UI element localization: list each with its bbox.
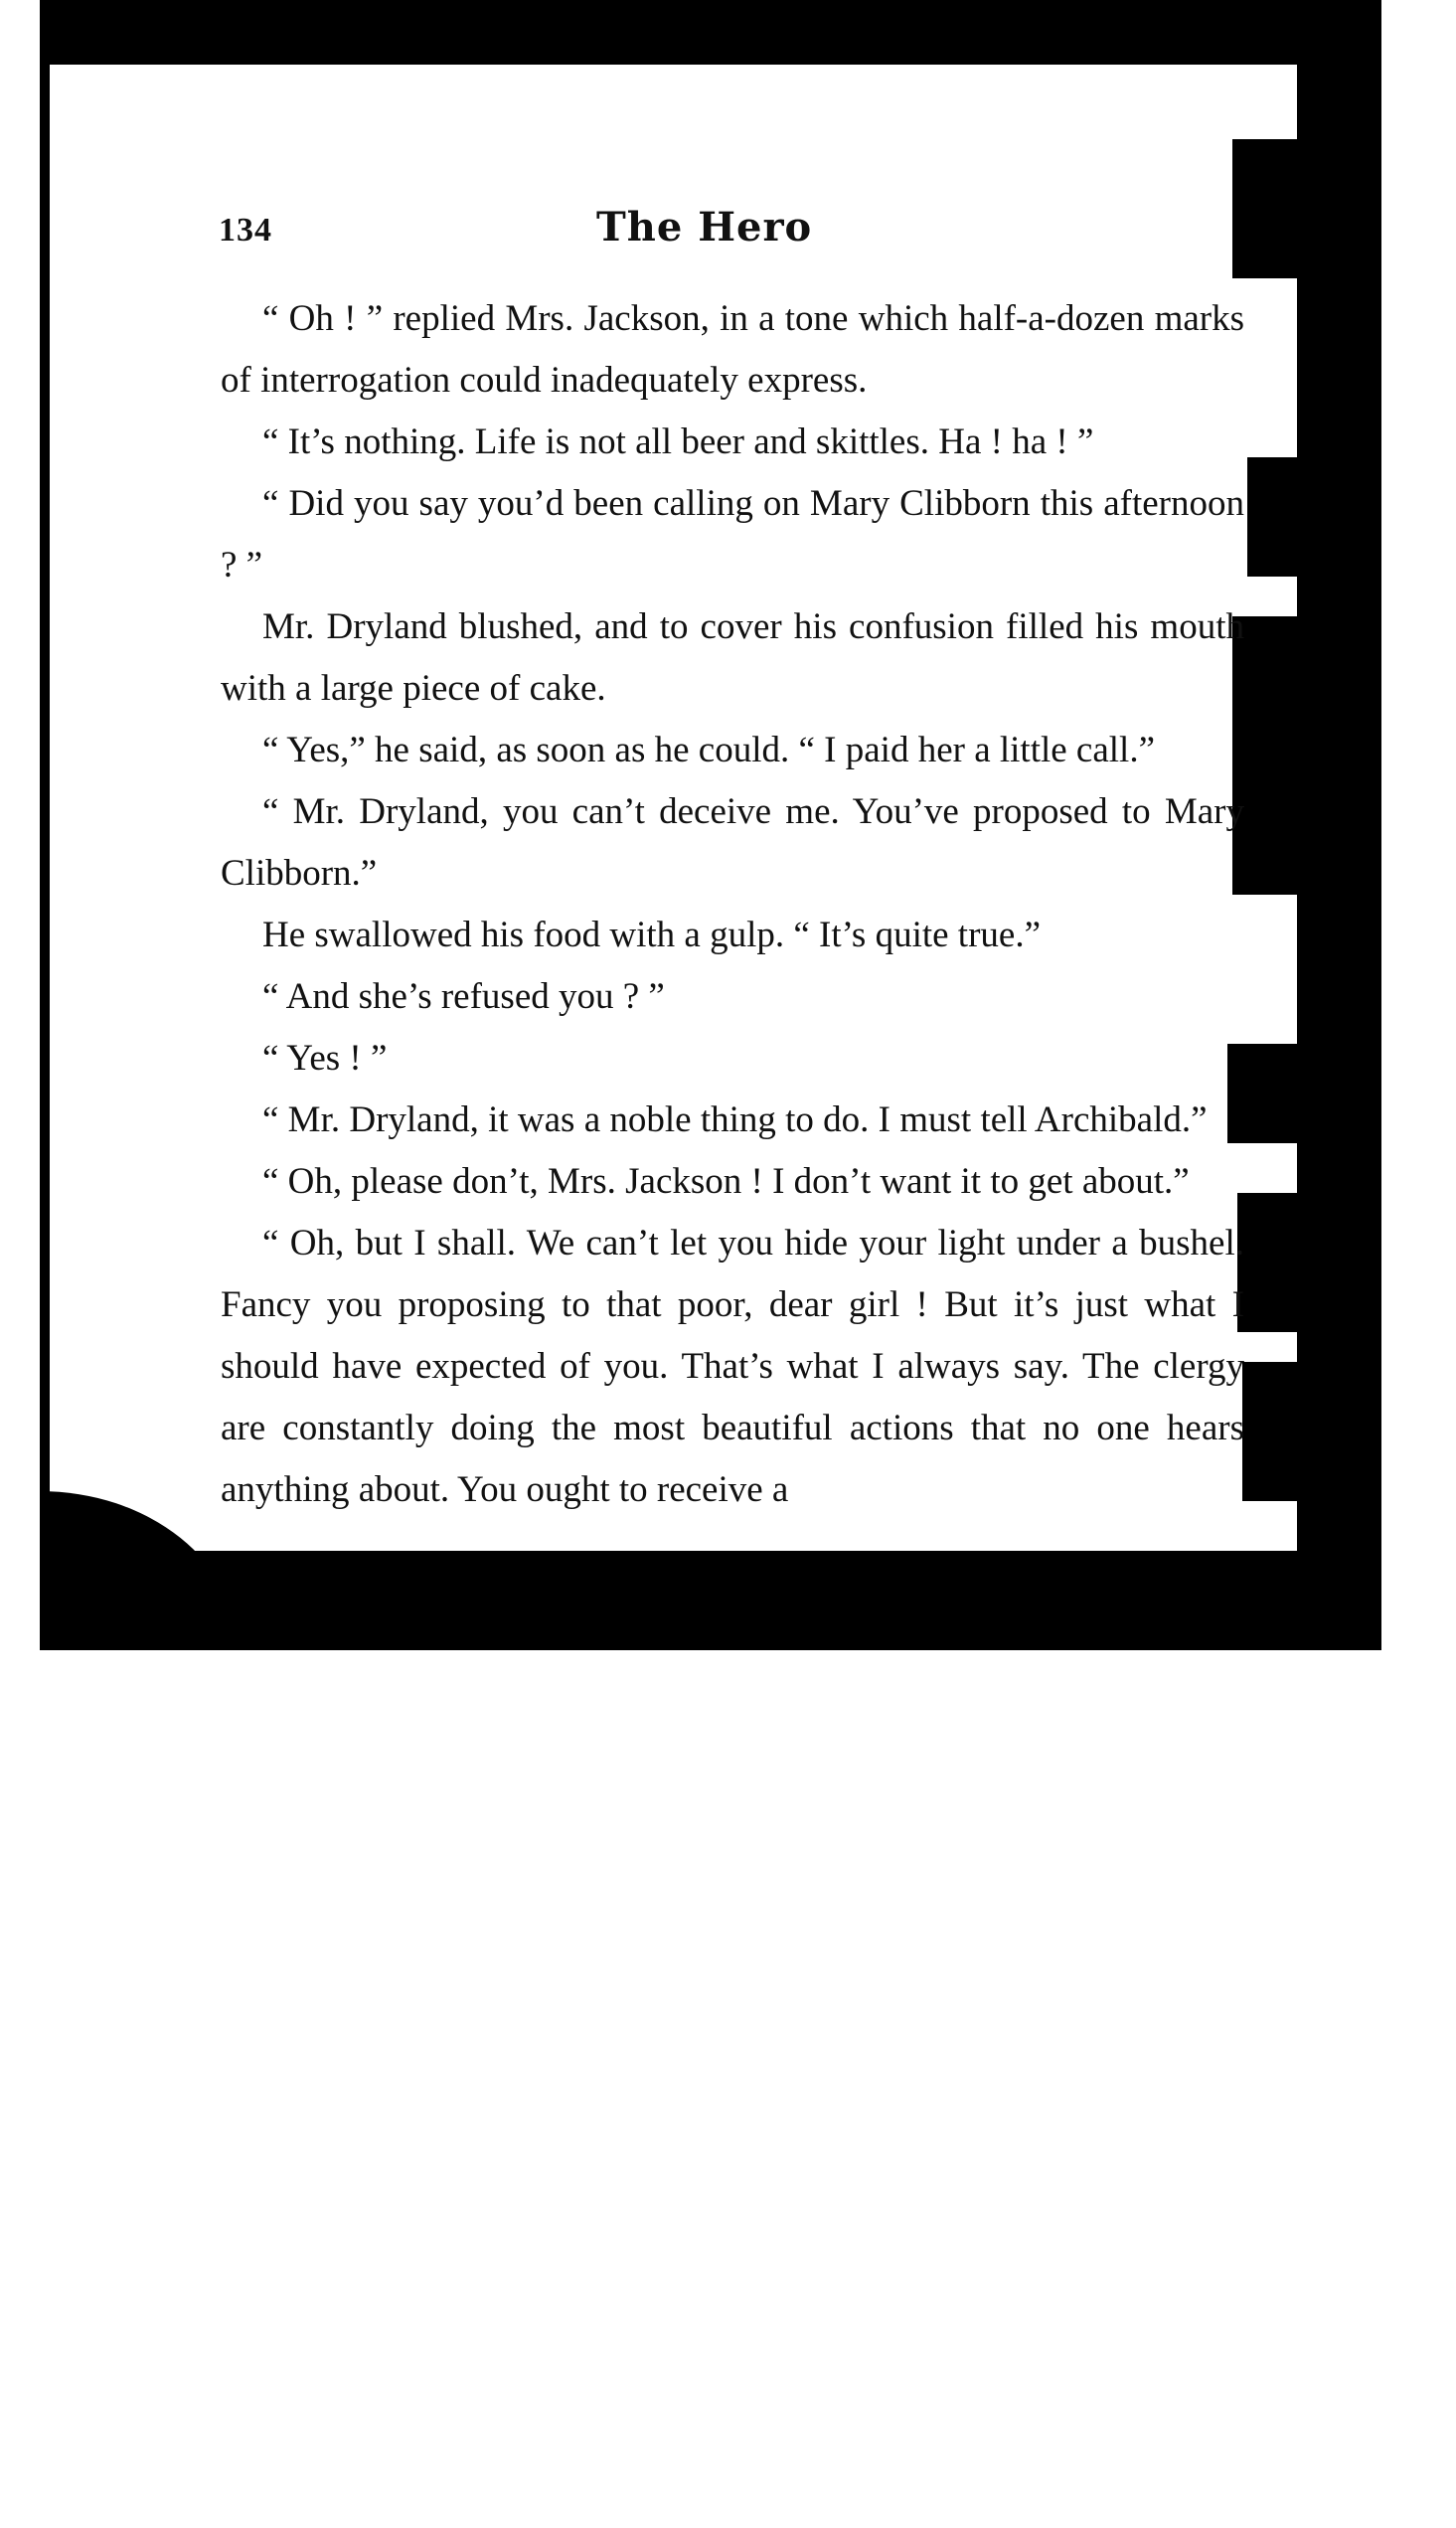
paragraph: “ Yes,” he said, as soon as he could. “ I paid her a little call.” bbox=[262, 730, 1156, 770]
paragraph: “ Did you say you’d been calling on Mary Clibborn this afternoon ? ” bbox=[221, 483, 1244, 586]
paragraph: “ Oh ! ” replied Mrs. Jackson, in a tone which half-a-dozen marks of interrogation could inadequately express. bbox=[221, 298, 1244, 401]
paragraph: “ Yes ! ” bbox=[262, 1038, 388, 1079]
torn-edge bbox=[1232, 139, 1302, 278]
torn-edge bbox=[1247, 457, 1302, 577]
page-header bbox=[219, 204, 1133, 263]
paragraph: He swallowed his food with a gulp. “ It’s quite true.” bbox=[262, 915, 1041, 955]
paragraph: “ It’s nothing. Life is not all beer and skittles. Ha ! ha ! ” bbox=[262, 421, 1094, 462]
paragraph: “ Oh, but I shall. We can’t let you hide your light under a bushel. Fancy you proposing to that poor, dear girl ! But it’s just what I should have expected of you. That’s what I always say. The clergy are constantly doing the most beautiful actions that no one hears anything about. You ought to receive a bbox=[221, 1223, 1244, 1510]
torn-edge bbox=[1242, 1362, 1302, 1501]
body-text bbox=[221, 288, 1244, 1521]
paragraph: “ Oh, please don’t, Mrs. Jackson ! I don’t want it to get about.” bbox=[262, 1161, 1190, 1202]
paragraph: “ Mr. Dryland, it was a noble thing to do. I must tell Archibald.” bbox=[262, 1099, 1208, 1140]
paragraph: Mr. Dryland blushed, and to cover his confusion filled his mouth with a large piece of cake. bbox=[221, 606, 1244, 709]
paragraph: “ Mr. Dryland, you can’t deceive me. You’ve proposed to Mary Clibborn.” bbox=[221, 791, 1244, 894]
torn-edge bbox=[1237, 1193, 1307, 1332]
page-number: 134 bbox=[219, 212, 272, 249]
paragraph: “ And she’s refused you ? ” bbox=[262, 976, 665, 1017]
running-title: The Hero bbox=[596, 204, 813, 251]
